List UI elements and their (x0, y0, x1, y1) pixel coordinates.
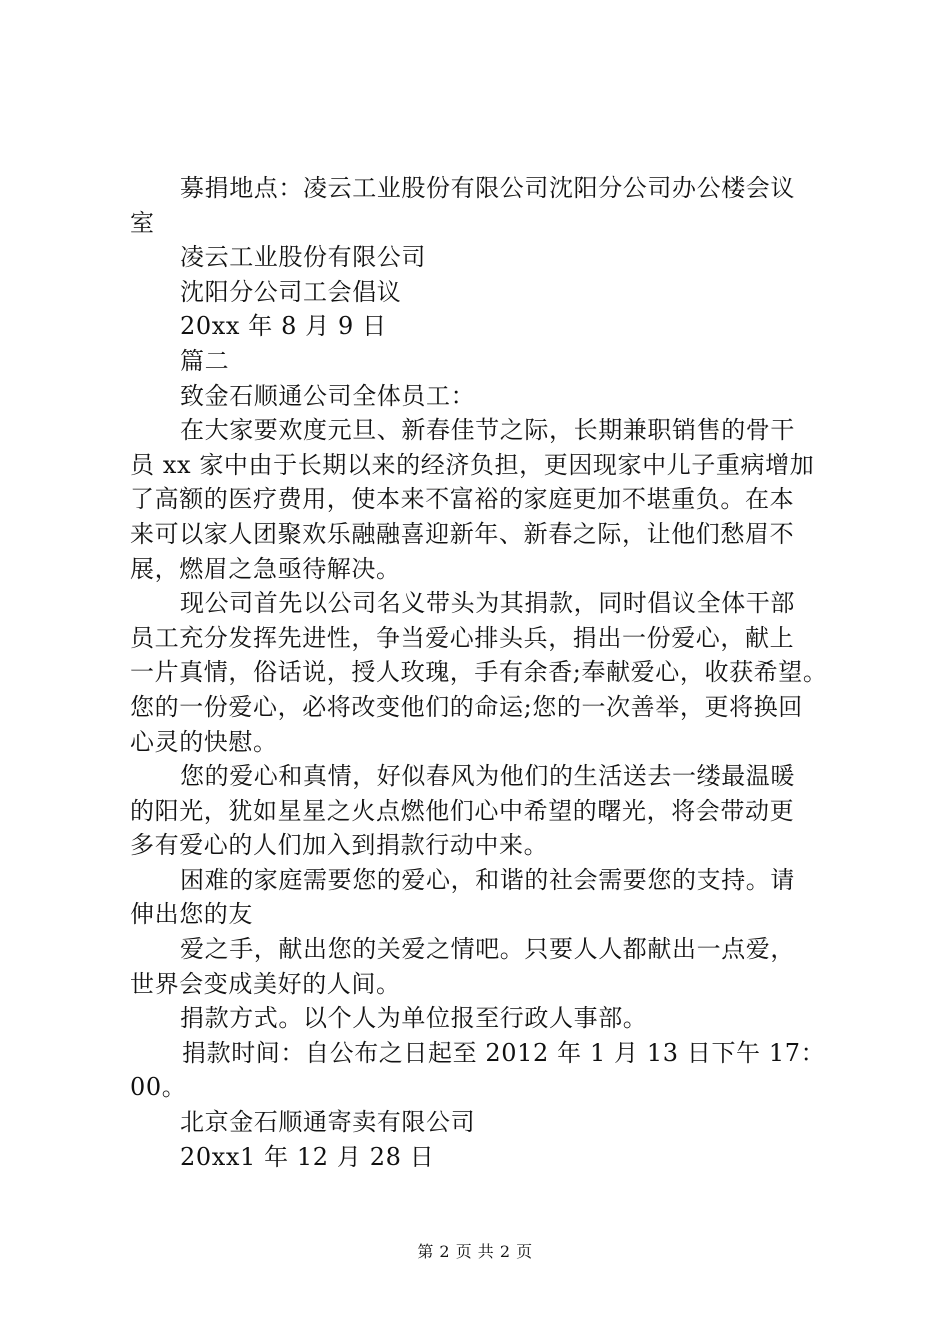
text-line: 展，燃眉之急亟待解决。 (130, 554, 401, 583)
text-line: 现公司首先以公司名义带头为其捐款，同时倡议全体干部 (180, 589, 795, 618)
text-line: 捐款方式。以个人为单位报至行政人事部。 (180, 1004, 648, 1033)
text-line: 多有爱心的人们加入到捐款行动中来。 (130, 831, 549, 860)
text-line: 心灵的快慰。 (130, 727, 278, 756)
text-line: 募捐地点：凌云工业股份有限公司沈阳分公司办公楼会议 (180, 174, 795, 202)
text-line: 员 xx 家中由于长期以来的经济负担，更因现家中儿子重病增加 (130, 450, 815, 479)
text-line: 来可以家人团聚欢乐融融喜迎新年、新春之际，让他们愁眉不 (130, 519, 795, 548)
text-line: 20xx1 年 12 月 28 日 (180, 1142, 435, 1171)
text-line: 篇二 (180, 346, 230, 375)
text-line: 一片真情，俗话说，授人玫瑰，手有余香;奉献爱心，收获希望。 (130, 658, 828, 687)
text-line: 困难的家庭需要您的爱心，和谐的社会需要您的支持。请 (180, 865, 795, 894)
text-line: 员工充分发挥先进性，争当爱心排头兵，捐出一份爱心，献上 (130, 623, 795, 652)
text-line: 室 (130, 208, 155, 237)
text-line: 您的一份爱心，必将改变他们的命运;您的一次善举，更将换回 (130, 692, 803, 721)
text-line: 沈阳分公司工会倡议 (180, 277, 402, 306)
page-number-footer: 第 2 页 共 2 页 (417, 1242, 533, 1261)
text-line: 北京金石顺通寄卖有限公司 (180, 1108, 476, 1137)
text-line: 致金石顺通公司全体员工： (180, 381, 476, 410)
document-body (130, 171, 830, 1174)
text-line: 了高额的医疗费用，使本来不富裕的家庭更加不堪重负。在本 (130, 485, 795, 514)
text-line: 爱之手，献出您的关爱之情吧。只要人人都献出一点爱， (180, 935, 795, 964)
text-line: 世界会变成美好的人间。 (130, 969, 401, 998)
text-line: 伸出您的友 (130, 900, 253, 929)
text-line: 00。 (130, 1073, 187, 1102)
text-line: 在大家要欢度元旦、新春佳节之际，长期兼职销售的骨干 (180, 416, 795, 445)
text-line: 20xx 年 8 月 9 日 (180, 312, 387, 341)
text-line: 您的爱心和真情，好似春风为他们的生活送去一缕最温暖 (180, 762, 795, 791)
text-line: 的阳光，犹如星星之火点燃他们心中希望的曙光，将会带动更 (130, 796, 795, 825)
text-line: 凌云工业股份有限公司 (180, 243, 426, 272)
text-line: 捐款时间：自公布之日起至 2012 年 1 月 13 日下午 17： (182, 1038, 826, 1067)
